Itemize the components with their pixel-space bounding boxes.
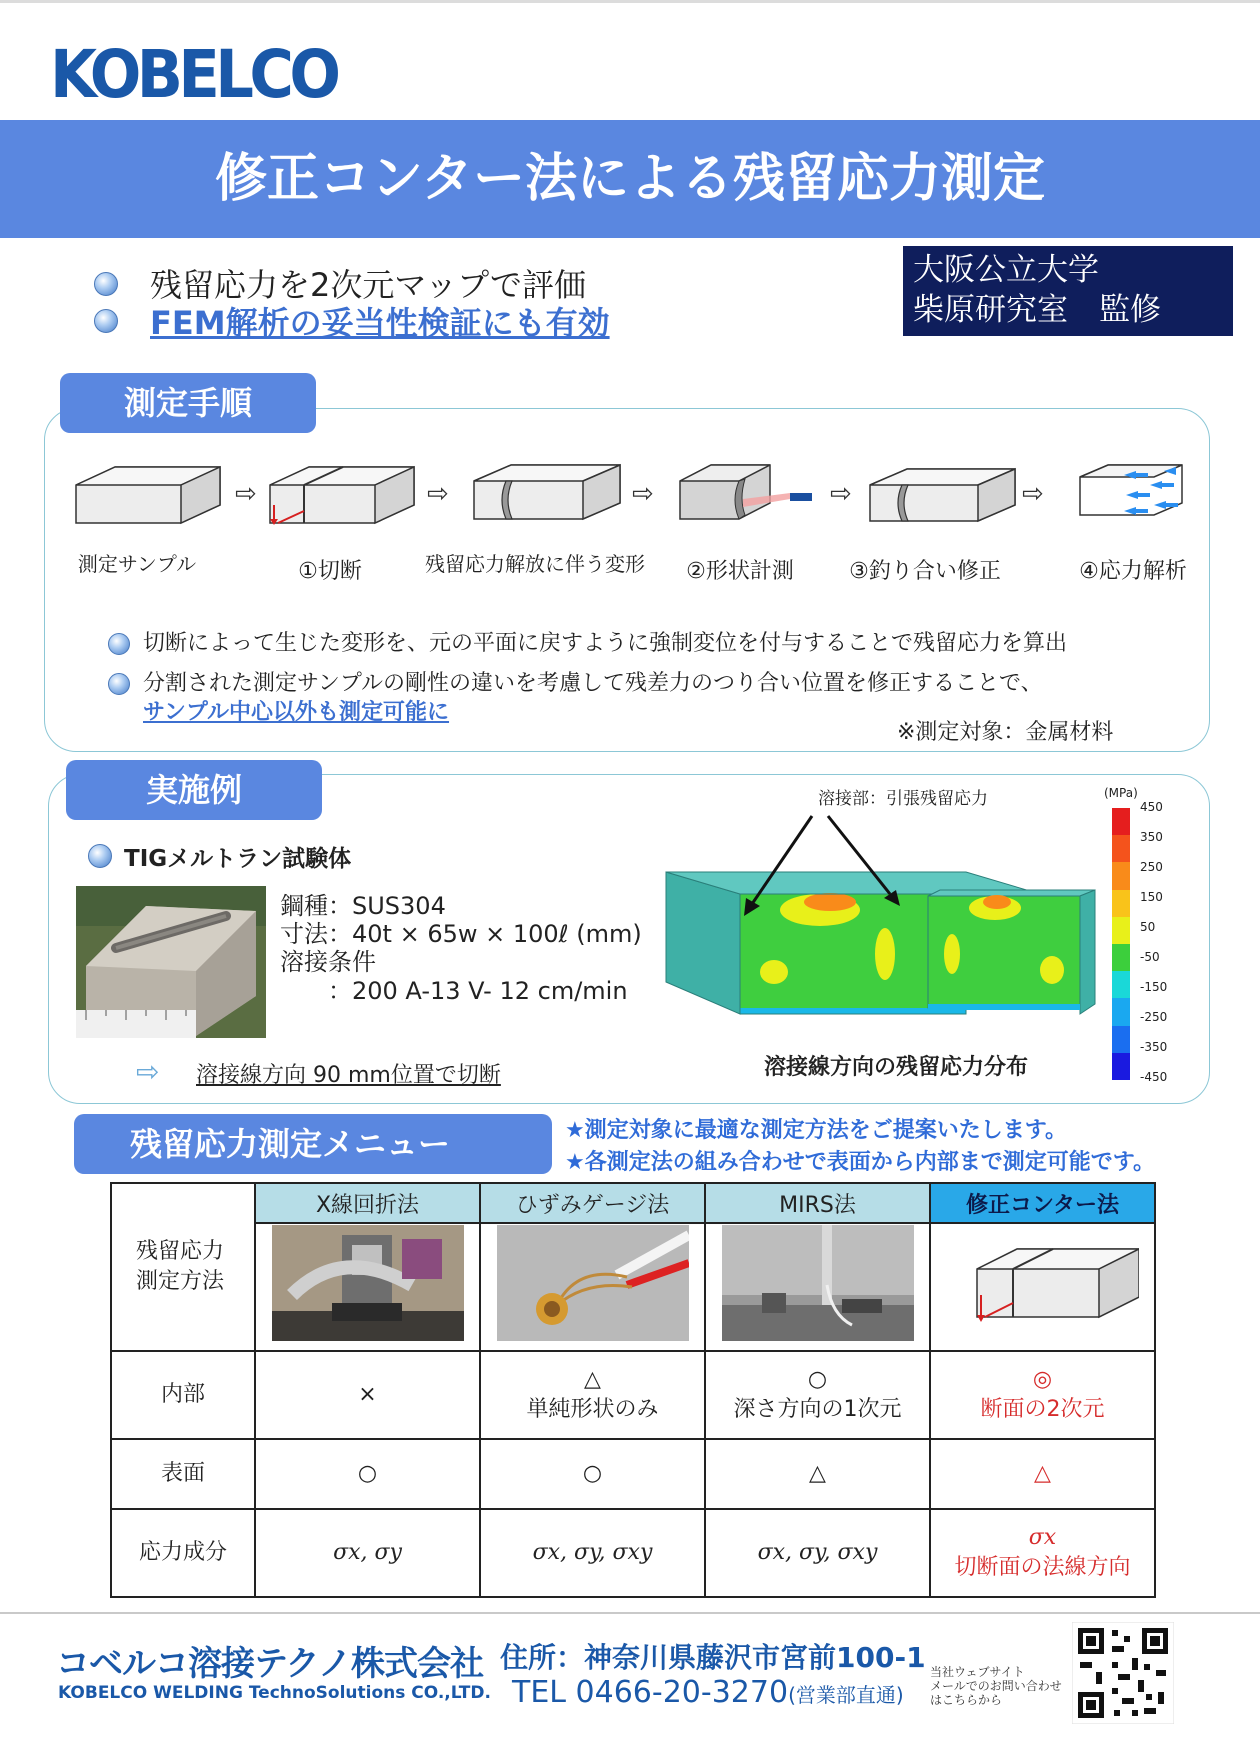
colorbar-tick-label: -250 [1140, 1010, 1168, 1024]
spec-weld-cond: 溶接条件 [280, 948, 376, 976]
rating-note: 単純形状のみ [526, 1397, 659, 1422]
colorbar-segment [1112, 1053, 1130, 1080]
bullet-icon [88, 844, 112, 868]
website-note [930, 1665, 1062, 1707]
colorbar-unit: (MPa) [1104, 786, 1138, 800]
spec-weld-values: ：200 A-13 V- 12 cm/min [280, 977, 628, 1005]
colorbar-tick-label: 150 [1140, 890, 1163, 904]
cell-inner-contour [930, 1351, 1155, 1439]
cut-block-icon [270, 467, 414, 525]
web-note-line: メールでのお問い合わせ [930, 1679, 1062, 1693]
step-label-deform: 残留応力解放に伴う変形 [425, 552, 645, 576]
stress-map-caption: 溶接線方向の残留応力分布 [764, 1055, 1029, 1080]
svg-text:⇨: ⇨ [632, 479, 654, 509]
svg-text:⇨: ⇨ [427, 479, 449, 509]
weld-tensile-label: 溶接部：引張残留応力 [818, 789, 988, 809]
company-tel [512, 1675, 904, 1710]
cell-comp-xray: σx, σy [255, 1509, 480, 1597]
colorbar-tick-label: 250 [1140, 860, 1163, 874]
company-address: 住所：神奈川県藤沢市宮前100-1 [500, 1641, 926, 1674]
bullet-icon [108, 633, 130, 655]
stress-analysis-icon [1080, 465, 1182, 515]
example-tab: 実施例 [66, 760, 322, 820]
intro-line-1: 残留応力を2次元マップで評価 [150, 266, 587, 304]
row-label-method: 残留応力 測定方法 [111, 1183, 255, 1351]
procedure-diagram [60, 455, 1200, 550]
colorbar-tick-label: 50 [1140, 920, 1156, 934]
qr-code-icon[interactable] [1072, 1622, 1174, 1724]
cell-comp-gauge: σx, σy, σxy [480, 1509, 705, 1597]
colorbar-segment [1112, 971, 1130, 998]
top-rule [0, 0, 1260, 3]
mirs-photo [722, 1225, 914, 1341]
measurement-target: ※測定対象：金属材料 [897, 720, 1114, 745]
table-row-images [111, 1223, 1155, 1351]
colorbar-segment [1112, 944, 1130, 971]
company-name-jp: コベルコ溶接テクノ株式会社 [56, 1644, 483, 1684]
cell-surface-xray: ○ [255, 1439, 480, 1509]
rating-mark: ○ [807, 1367, 828, 1392]
sample-block [76, 467, 220, 523]
rating-mark: △ [584, 1367, 601, 1392]
col-strain-gauge: ひずみゲージ法 [480, 1183, 705, 1223]
cut-position-note: 溶接線方向 90 mm位置で切断 [196, 1063, 501, 1088]
supervisor-lab: 柴原研究室 監修 [913, 292, 1161, 328]
rating-note: 断面の2次元 [980, 1397, 1105, 1422]
specimen-photo [76, 886, 266, 1038]
xray-photo [272, 1225, 464, 1341]
procedure-note-link[interactable]: サンプル中心以外も測定可能に [143, 700, 450, 725]
web-note-line: 当社ウェブサイト [930, 1665, 1025, 1679]
tel-number: TEL 0466-20-3270 [512, 1675, 789, 1710]
colorbar-segment [1112, 808, 1130, 835]
rating-mark: × [358, 1382, 377, 1407]
title-banner [0, 120, 1260, 238]
contour-component: σx [1028, 1525, 1057, 1550]
strain-gauge-photo-cell [480, 1223, 705, 1351]
equilibrium-block-icon [870, 469, 1015, 521]
bullet-icon [108, 673, 130, 695]
colorbar-tick-label: 450 [1140, 800, 1163, 814]
colorbar-segment [1112, 917, 1130, 944]
svg-text:⇨: ⇨ [235, 479, 257, 509]
contour-diagram-cell [930, 1223, 1155, 1351]
bullet-icon [94, 309, 118, 333]
rating-mark: ◎ [1032, 1367, 1053, 1392]
colorbar-segment [1112, 998, 1130, 1025]
step-label-sample: 測定サンプル [77, 552, 197, 576]
supervisor-university: 大阪公立大学 [913, 252, 1099, 288]
colorbar [1112, 808, 1130, 1080]
shape-measure-icon [680, 465, 812, 519]
stress-map [660, 808, 1100, 1028]
deformed-block-icon [474, 465, 620, 519]
colorbar-tick-label: -50 [1140, 950, 1160, 964]
procedure-tab: 測定手順 [60, 373, 316, 433]
menu-note-1: ★測定対象に最適な測定方法をご提案いたします。 [565, 1118, 1067, 1143]
procedure-note-1: 切断によって生じた変形を、元の平面に戻すように強制変位を付与することで残留応力を算出 [143, 631, 1068, 656]
intro-line-2-link[interactable]: FEM解析の妥当性検証にも有効 [150, 304, 610, 342]
row-label-components: 応力成分 [111, 1509, 255, 1597]
web-note-line: はこちらから [930, 1693, 1003, 1707]
table-row-surface [111, 1439, 1155, 1509]
col-mirs: MIRS法 [705, 1183, 930, 1223]
contour-cut-diagram [947, 1225, 1139, 1341]
footer-rule [0, 1612, 1260, 1614]
strain-gauge-photo [497, 1225, 689, 1341]
table-header-row [111, 1183, 1155, 1223]
step-label-equilibrium: ③釣り合い修正 [849, 559, 1001, 584]
colorbar-segment [1112, 835, 1130, 862]
cell-comp-contour [930, 1509, 1155, 1597]
xray-photo-cell [255, 1223, 480, 1351]
colorbar-tick-label: -150 [1140, 980, 1168, 994]
contour-component-note: 切断面の法線方向 [954, 1555, 1131, 1580]
method-comparison-table [110, 1182, 1156, 1598]
colorbar-ticks [1140, 800, 1190, 1090]
menu-tab: 残留応力測定メニュー [74, 1114, 552, 1174]
step-label-analysis: ④応力解析 [1079, 559, 1187, 584]
rating-note: 深さ方向の1次元 [733, 1397, 902, 1422]
cell-surface-contour: △ [930, 1439, 1155, 1509]
row-label-surface: 表面 [111, 1439, 255, 1509]
cell-surface-gauge: ○ [480, 1439, 705, 1509]
table-row-components [111, 1509, 1155, 1597]
col-contour: 修正コンター法 [930, 1183, 1155, 1223]
kobelco-logo: KOBELCO [50, 36, 337, 113]
step-label-shape: ②形状計測 [686, 559, 794, 584]
spec-steel: 鋼種：SUS304 [280, 892, 446, 920]
col-xray: X線回折法 [255, 1183, 480, 1223]
procedure-note-2: 分割された測定サンプルの剛性の違いを考慮して残差力のつり合い位置を修正することで、 [143, 671, 1043, 696]
svg-text:⇨: ⇨ [1022, 479, 1044, 509]
colorbar-segment [1112, 862, 1130, 889]
specimen-title: TIGメルトラン試験体 [124, 846, 352, 872]
cell-inner-mirs [705, 1351, 930, 1439]
spec-size: 寸法：40t × 65w × 100ℓ (mm) [280, 920, 642, 948]
svg-text:⇨: ⇨ [830, 479, 852, 509]
step-label-cut: ①切断 [298, 559, 362, 584]
colorbar-segment [1112, 1026, 1130, 1053]
cell-comp-mirs: σx, σy, σxy [705, 1509, 930, 1597]
colorbar-segment [1112, 890, 1130, 917]
cell-inner-xray [255, 1351, 480, 1439]
supervisor-box [903, 246, 1233, 336]
page-title: 修正コンター法による残留応力測定 [215, 149, 1045, 209]
tel-note: (営業部直通) [788, 1683, 904, 1707]
bullet-icon [94, 272, 118, 296]
cell-surface-mirs: △ [705, 1439, 930, 1509]
colorbar-tick-label: -350 [1140, 1040, 1168, 1054]
menu-note-2: ★各測定法の組み合わせで表面から内部まで測定可能です。 [565, 1150, 1155, 1175]
mirs-photo-cell [705, 1223, 930, 1351]
row-label-inner: 内部 [111, 1351, 255, 1439]
colorbar-tick-label: -450 [1140, 1070, 1168, 1084]
arrow-right-icon: ⇨ [136, 1055, 160, 1088]
cell-inner-gauge [480, 1351, 705, 1439]
colorbar-tick-label: 350 [1140, 830, 1163, 844]
table-row-inner [111, 1351, 1155, 1439]
company-name-en: KOBELCO WELDING TechnoSolutions CO.,LTD. [58, 1683, 491, 1703]
